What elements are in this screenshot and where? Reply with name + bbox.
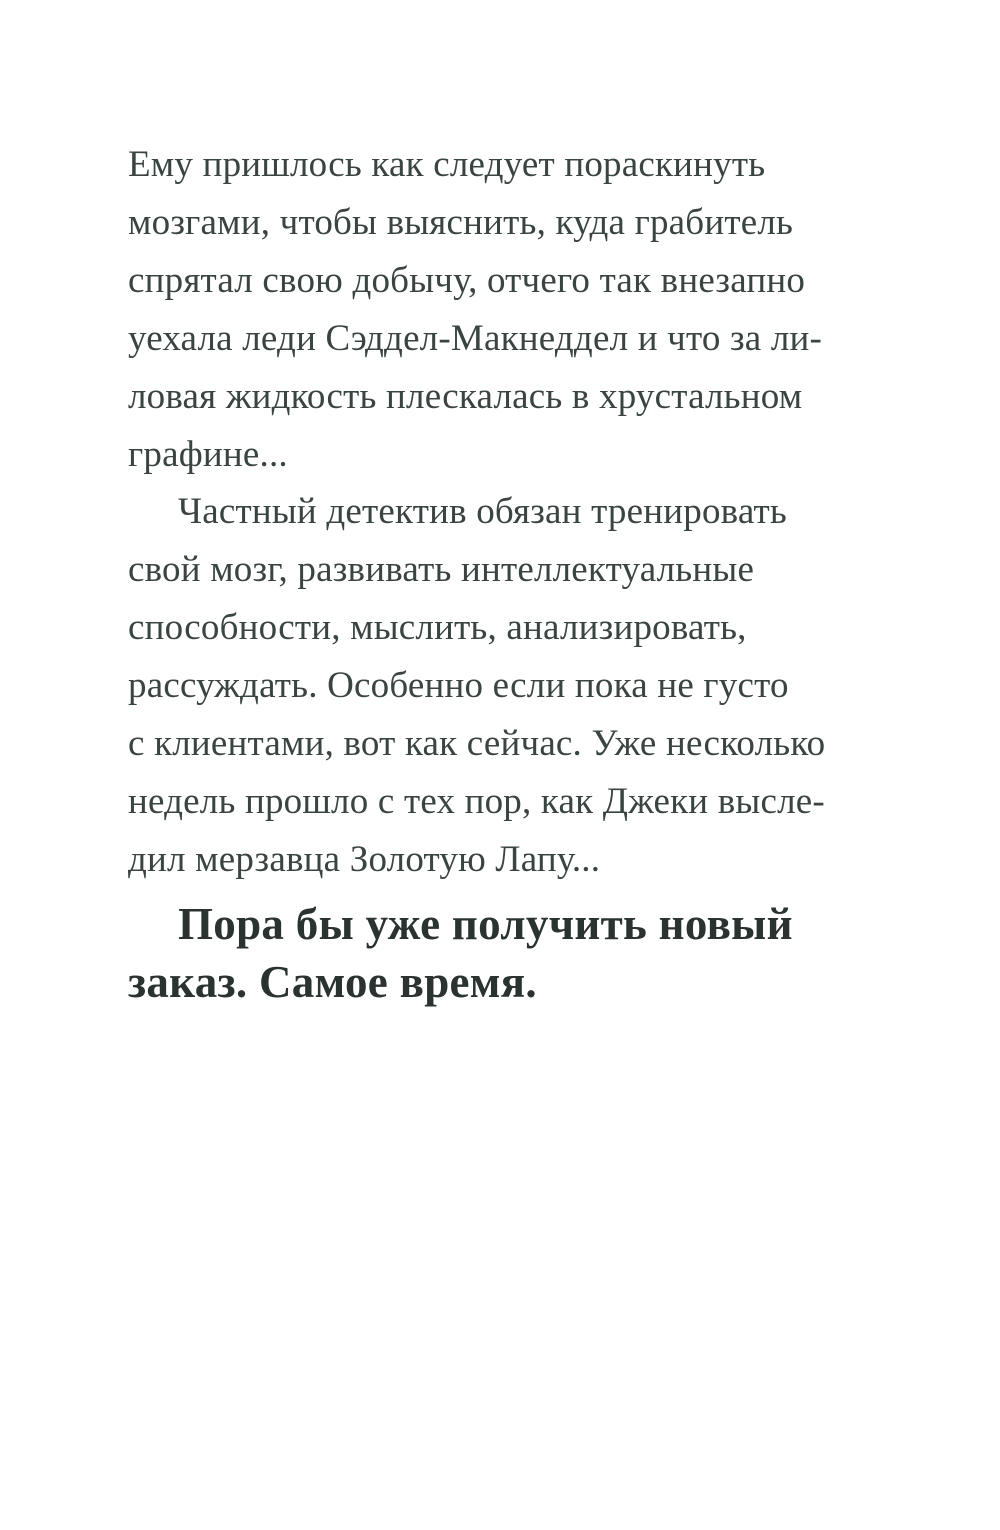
text-line: графине... (128, 433, 288, 475)
text-line: недель прошло с тех пор, как Джеки высле- (128, 780, 825, 822)
paragraph-1 (128, 136, 908, 483)
emphasis-line: заказ. Самое время. (128, 956, 537, 1007)
text-line: дил мерзавца Золотую Лапу... (128, 838, 601, 880)
text-line: рассуждать. Особенно если пока не густо (128, 665, 789, 707)
emphasis-line: Пора бы уже получить новый (178, 898, 793, 949)
text-line: Ему пришлось как следует пораскинуть (128, 144, 766, 185)
text-line: Частный детектив обязан тренировать (178, 491, 787, 533)
paragraph-2 (128, 483, 908, 888)
text-line: мозгами, чтобы выяснить, куда грабитель (128, 201, 794, 243)
emphasis-paragraph (128, 895, 908, 1011)
page-text (128, 136, 908, 1011)
text-line: спрятал свою добычу, отчего так внезапно (128, 259, 806, 301)
text-line: с клиентами, вот как сейчас. Уже несколько (128, 723, 826, 765)
text-line: уехала леди Сэддел-Макнеддел и что за ли- (128, 317, 823, 359)
text-line: свой мозг, развивать интеллектуальные (128, 549, 755, 591)
text-line: ловая жидкость плескалась в хрустальном (128, 375, 803, 417)
text-line: способности, мыслить, анализировать, (128, 607, 747, 649)
